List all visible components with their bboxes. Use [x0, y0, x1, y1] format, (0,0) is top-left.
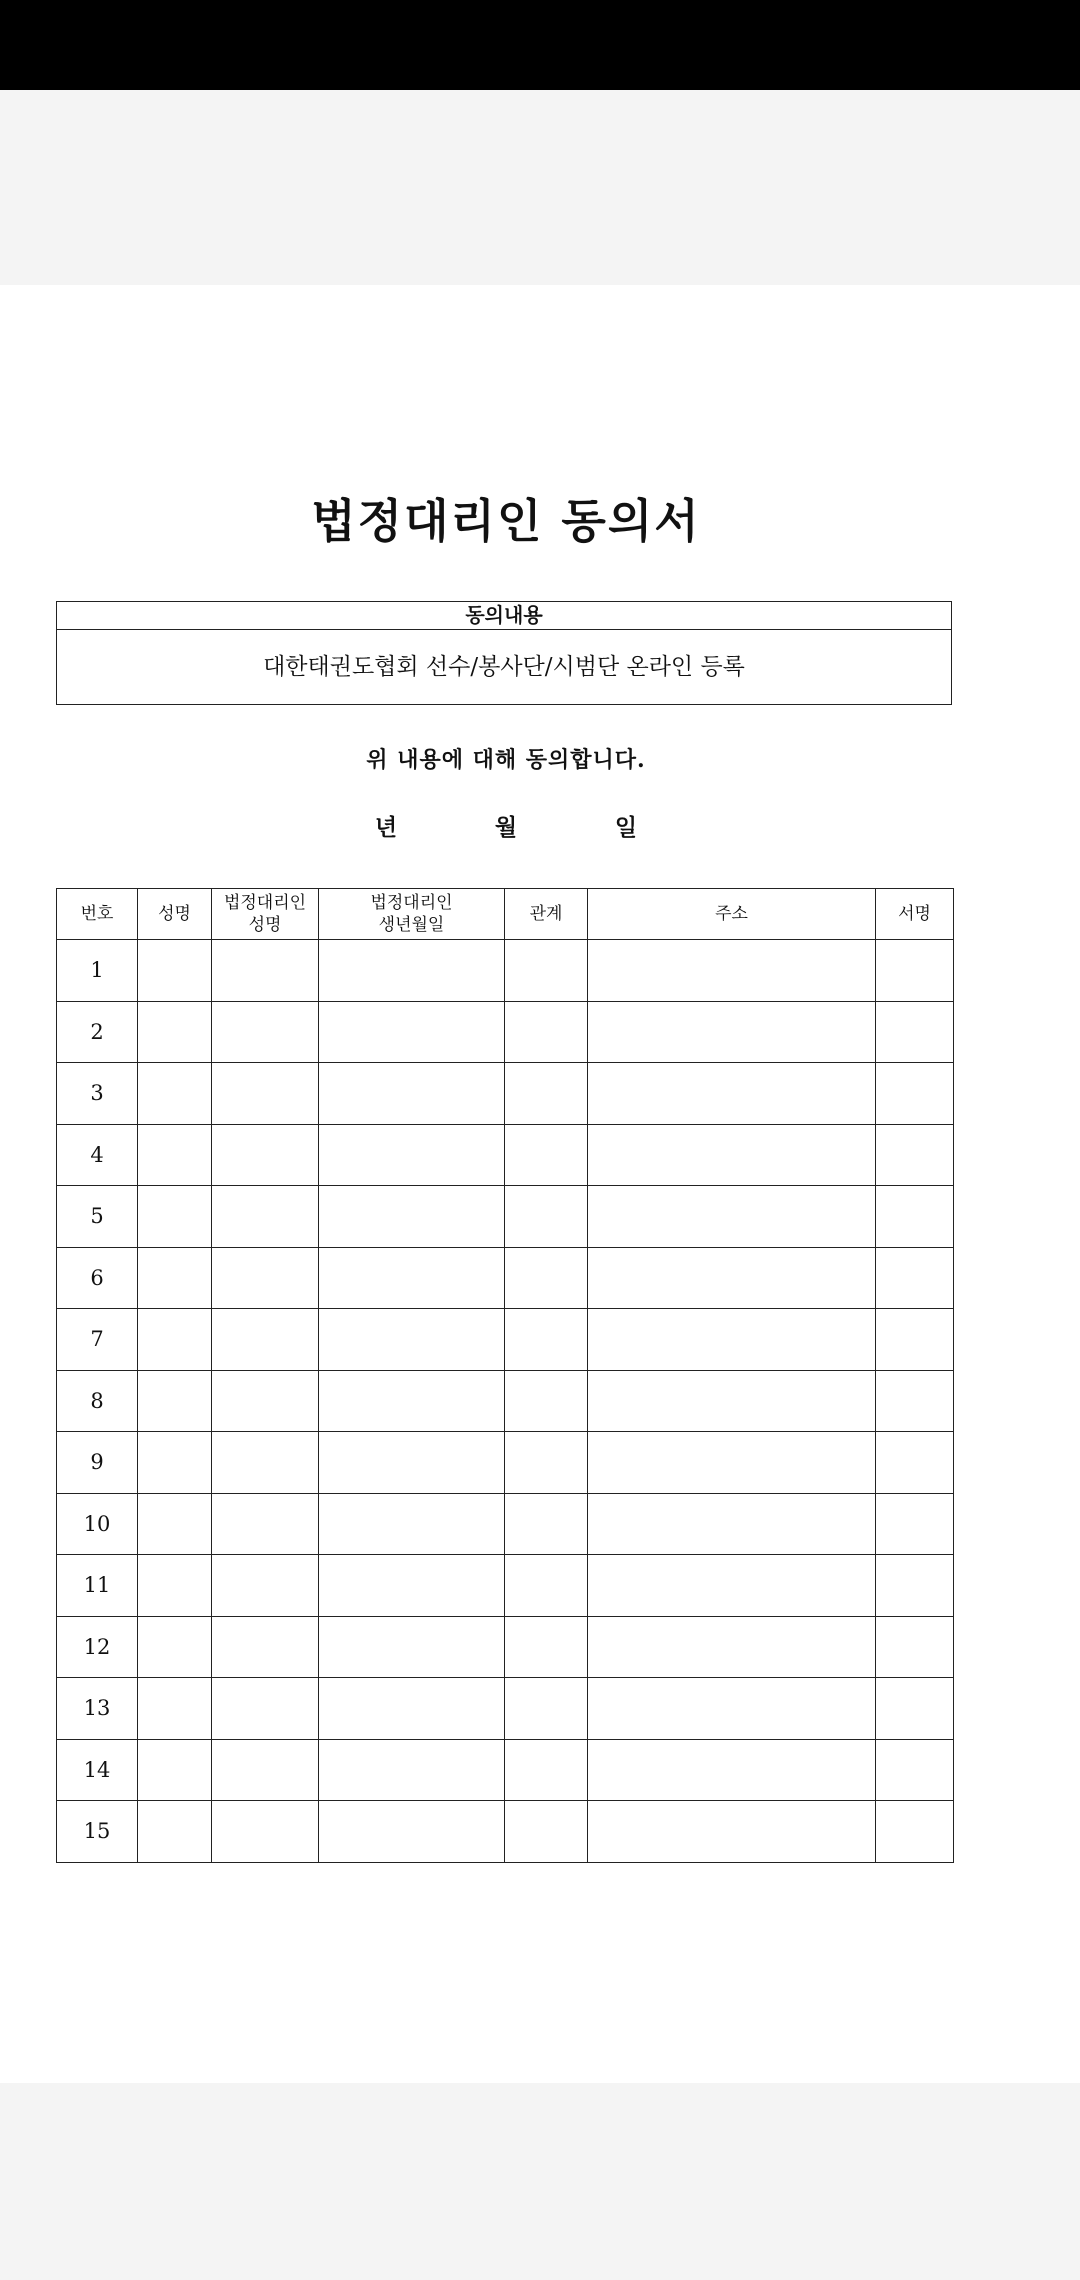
table-row [57, 1309, 954, 1371]
guardian-birth-cell[interactable] [319, 1124, 505, 1186]
address-cell[interactable] [588, 1616, 876, 1678]
signature-cell[interactable] [876, 1063, 954, 1125]
guardian-name-cell[interactable] [212, 1801, 319, 1863]
signature-cell[interactable] [876, 1124, 954, 1186]
signature-cell[interactable] [876, 1001, 954, 1063]
table-row [57, 1432, 954, 1494]
header-guardian-birth [319, 889, 505, 940]
table-row [57, 1001, 954, 1063]
viewer-bottom-margin [0, 2083, 1080, 2280]
address-cell[interactable] [588, 1063, 876, 1125]
relation-cell[interactable] [505, 1555, 588, 1617]
row-number: 2 [57, 1001, 138, 1063]
viewer-top-margin [0, 90, 1080, 285]
table-row [57, 1616, 954, 1678]
header-guardian-birth-line1: 법정대리인 [370, 893, 453, 913]
table-row [57, 940, 954, 1002]
relation-cell[interactable] [505, 1739, 588, 1801]
consent-header: 동의내용 [57, 602, 951, 630]
guardian-name-cell[interactable] [212, 1063, 319, 1125]
consent-box [56, 601, 952, 705]
address-cell[interactable] [588, 1247, 876, 1309]
name-cell[interactable] [138, 1678, 212, 1740]
table-row [57, 1247, 954, 1309]
header-signature: 서명 [876, 889, 954, 940]
name-cell[interactable] [138, 1124, 212, 1186]
guardian-birth-cell[interactable] [319, 1801, 505, 1863]
signature-cell[interactable] [876, 1309, 954, 1371]
header-guardian-name [212, 889, 319, 940]
guardian-birth-cell[interactable] [319, 1432, 505, 1494]
agree-statement: 위 내용에 대해 동의합니다. [366, 747, 646, 773]
row-number: 14 [57, 1739, 138, 1801]
day-label: 일 [614, 814, 638, 841]
date-row [0, 809, 1012, 842]
address-cell[interactable] [588, 1001, 876, 1063]
guardian-birth-cell[interactable] [319, 1616, 505, 1678]
name-cell[interactable] [138, 1001, 212, 1063]
row-number: 12 [57, 1616, 138, 1678]
name-cell[interactable] [138, 940, 212, 1002]
row-number: 5 [57, 1186, 138, 1248]
name-cell[interactable] [138, 1186, 212, 1248]
guardian-birth-cell[interactable] [319, 1063, 505, 1125]
signature-cell[interactable] [876, 1186, 954, 1248]
table-header-row [57, 889, 954, 940]
signature-cell[interactable] [876, 1555, 954, 1617]
signature-cell[interactable] [876, 1739, 954, 1801]
guardian-name-cell[interactable] [212, 1001, 319, 1063]
table-row [57, 1555, 954, 1617]
name-cell[interactable] [138, 1739, 212, 1801]
row-number: 1 [57, 940, 138, 1002]
address-cell[interactable] [588, 940, 876, 1002]
relation-cell[interactable] [505, 1063, 588, 1125]
guardian-birth-cell[interactable] [319, 1186, 505, 1248]
table-row [57, 1801, 954, 1863]
signature-cell[interactable] [876, 1432, 954, 1494]
guardian-birth-cell[interactable] [319, 1493, 505, 1555]
guardian-name-cell[interactable] [212, 1555, 319, 1617]
guardian-name-cell[interactable] [212, 1186, 319, 1248]
guardian-name-cell[interactable] [212, 1124, 319, 1186]
table-row [57, 1124, 954, 1186]
header-name: 성명 [138, 889, 212, 940]
address-cell[interactable] [588, 1309, 876, 1371]
row-number: 10 [57, 1493, 138, 1555]
row-number: 4 [57, 1124, 138, 1186]
signature-cell[interactable] [876, 1678, 954, 1740]
guardian-birth-cell[interactable] [319, 1370, 505, 1432]
signature-cell[interactable] [876, 1616, 954, 1678]
address-cell[interactable] [588, 1186, 876, 1248]
address-cell[interactable] [588, 1432, 876, 1494]
relation-cell[interactable] [505, 1370, 588, 1432]
header-guardian-birth-line2: 생년월일 [378, 915, 445, 935]
relation-cell[interactable] [505, 1678, 588, 1740]
guardian-name-cell[interactable] [212, 1309, 319, 1371]
name-cell[interactable] [138, 1432, 212, 1494]
signature-cell[interactable] [876, 1247, 954, 1309]
guardian-name-cell[interactable] [212, 1370, 319, 1432]
guardian-birth-cell[interactable] [319, 1001, 505, 1063]
header-relation: 관계 [505, 889, 588, 940]
guardian-name-cell[interactable] [212, 1678, 319, 1740]
month-label: 월 [494, 814, 518, 841]
name-cell[interactable] [138, 1063, 212, 1125]
table-row [57, 1063, 954, 1125]
row-number: 8 [57, 1370, 138, 1432]
guardian-name-cell[interactable] [212, 1247, 319, 1309]
header-guardian-name-line2: 성명 [248, 915, 282, 935]
signature-cell[interactable] [876, 1493, 954, 1555]
row-number: 13 [57, 1678, 138, 1740]
header-guardian-name-line1: 법정대리인 [223, 893, 307, 913]
table-row [57, 1739, 954, 1801]
relation-cell[interactable] [505, 1493, 588, 1555]
address-cell[interactable] [588, 1370, 876, 1432]
table-row [57, 1493, 954, 1555]
name-cell[interactable] [138, 1493, 212, 1555]
header-number: 번호 [57, 889, 138, 940]
signature-table [56, 888, 954, 1863]
name-cell[interactable] [138, 1801, 212, 1863]
signature-cell[interactable] [876, 1370, 954, 1432]
relation-cell[interactable] [505, 940, 588, 1002]
table-body [57, 940, 954, 1863]
name-cell[interactable] [138, 1555, 212, 1617]
address-cell[interactable] [588, 1124, 876, 1186]
address-cell[interactable] [588, 1678, 876, 1740]
row-number: 15 [57, 1801, 138, 1863]
row-number: 7 [57, 1309, 138, 1371]
table-row [57, 1678, 954, 1740]
guardian-name-cell[interactable] [212, 1739, 319, 1801]
year-label: 년 [374, 814, 398, 841]
guardian-name-cell[interactable] [212, 940, 319, 1002]
header-address: 주소 [588, 889, 876, 940]
relation-cell[interactable] [505, 1186, 588, 1248]
guardian-birth-cell[interactable] [319, 940, 505, 1002]
relation-cell[interactable] [505, 1124, 588, 1186]
table-row [57, 1186, 954, 1248]
address-cell[interactable] [588, 1739, 876, 1801]
status-bar [0, 0, 1080, 90]
guardian-name-cell[interactable] [212, 1616, 319, 1678]
relation-cell[interactable] [505, 1432, 588, 1494]
address-cell[interactable] [588, 1555, 876, 1617]
name-cell[interactable] [138, 1370, 212, 1432]
guardian-birth-cell[interactable] [319, 1309, 505, 1371]
guardian-birth-cell[interactable] [319, 1555, 505, 1617]
name-cell[interactable] [138, 1247, 212, 1309]
table-row [57, 1370, 954, 1432]
relation-cell[interactable] [505, 1001, 588, 1063]
guardian-name-cell[interactable] [212, 1432, 319, 1494]
document-page[interactable] [0, 285, 1080, 2083]
signature-cell[interactable] [876, 940, 954, 1002]
row-number: 9 [57, 1432, 138, 1494]
consent-body: 대한태권도협회 선수/봉사단/시범단 온라인 등록 [263, 654, 745, 680]
row-number: 3 [57, 1063, 138, 1125]
relation-cell[interactable] [505, 1616, 588, 1678]
row-number: 6 [57, 1247, 138, 1309]
row-number: 11 [57, 1555, 138, 1617]
signature-cell[interactable] [876, 1801, 954, 1863]
guardian-birth-cell[interactable] [319, 1739, 505, 1801]
address-cell[interactable] [588, 1801, 876, 1863]
guardian-name-cell[interactable] [212, 1493, 319, 1555]
guardian-birth-cell[interactable] [319, 1678, 505, 1740]
address-cell[interactable] [588, 1493, 876, 1555]
name-cell[interactable] [138, 1309, 212, 1371]
name-cell[interactable] [138, 1616, 212, 1678]
page-title: 법정대리인 동의서 [311, 494, 701, 548]
relation-cell[interactable] [505, 1247, 588, 1309]
relation-cell[interactable] [505, 1801, 588, 1863]
guardian-birth-cell[interactable] [319, 1247, 505, 1309]
relation-cell[interactable] [505, 1309, 588, 1371]
